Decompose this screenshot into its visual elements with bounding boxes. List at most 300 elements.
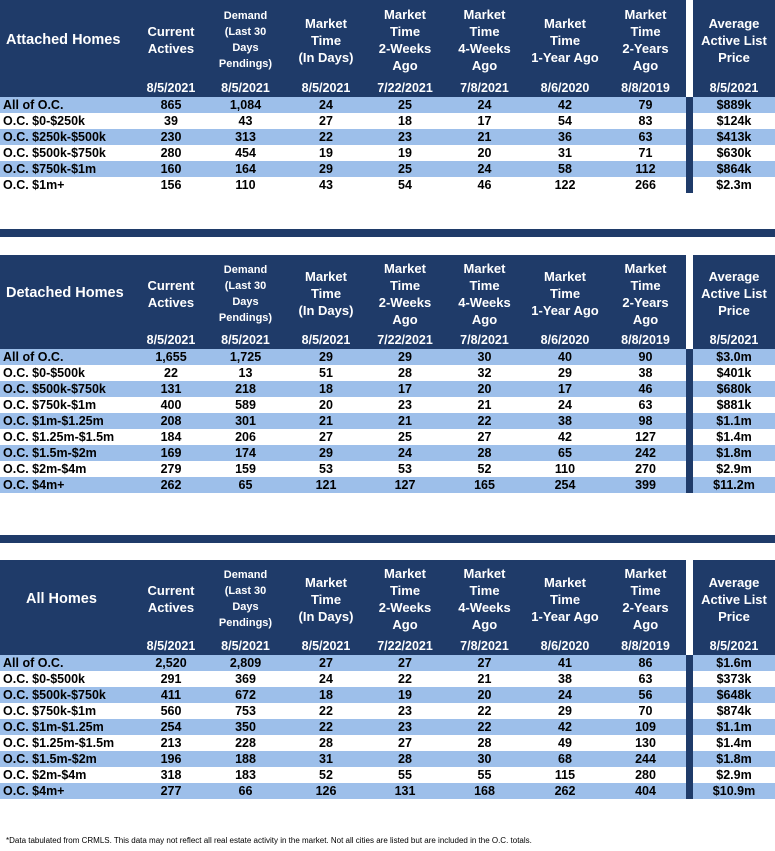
header-gap	[686, 560, 693, 638]
data-cell: 165	[444, 477, 525, 493]
table-row	[0, 767, 775, 783]
data-cell: 29	[286, 161, 366, 177]
date-cell: 8/5/2021	[137, 80, 205, 97]
separator-bar	[686, 129, 693, 145]
data-cell: 83	[605, 113, 686, 129]
date-gap	[686, 80, 693, 97]
attached-homes-table	[0, 0, 775, 193]
data-cell: 262	[525, 783, 605, 799]
separator-bar	[686, 161, 693, 177]
data-cell: 13	[205, 365, 286, 381]
data-cell: 183	[205, 767, 286, 783]
data-cell: 156	[137, 177, 205, 193]
header-four-weeks: Market Time 4-Weeks Ago	[444, 255, 525, 332]
section-divider	[0, 229, 775, 237]
price-cell: $10.9m	[693, 783, 775, 799]
data-cell: 28	[444, 445, 525, 461]
header-current-actives: Current Actives	[137, 255, 205, 332]
data-cell: 313	[205, 129, 286, 145]
data-cell: 291	[137, 671, 205, 687]
price-cell: $630k	[693, 145, 775, 161]
data-cell: 54	[366, 177, 444, 193]
header-current-actives: Current Actives	[137, 0, 205, 80]
row-label: All of O.C.	[0, 655, 137, 671]
price-cell: $680k	[693, 381, 775, 397]
date-cell: 7/22/2021	[366, 332, 444, 349]
separator-bar	[686, 751, 693, 767]
data-cell: 65	[525, 445, 605, 461]
header-avg-price: Average Active List Price	[693, 560, 775, 638]
data-cell: 127	[605, 429, 686, 445]
data-cell: 27	[286, 655, 366, 671]
data-cell: 43	[286, 177, 366, 193]
separator-bar	[686, 429, 693, 445]
date-cell: 8/5/2021	[286, 332, 366, 349]
data-cell: 46	[444, 177, 525, 193]
data-cell: 40	[525, 349, 605, 365]
separator-bar	[686, 381, 693, 397]
column-separator	[686, 687, 693, 703]
data-cell: 411	[137, 687, 205, 703]
all-homes-table	[0, 560, 775, 799]
data-cell: 22	[444, 703, 525, 719]
separator-bar	[686, 671, 693, 687]
data-cell: 121	[286, 477, 366, 493]
data-cell: 18	[286, 687, 366, 703]
data-cell: 22	[286, 129, 366, 145]
data-cell: 22	[286, 703, 366, 719]
price-cell: $1.8m	[693, 751, 775, 767]
data-cell: 58	[525, 161, 605, 177]
separator-bar	[686, 767, 693, 783]
data-cell: 79	[605, 97, 686, 113]
detached-homes-section	[0, 255, 775, 493]
column-separator	[686, 719, 693, 735]
data-cell: 24	[444, 97, 525, 113]
data-cell: 27	[286, 113, 366, 129]
header-gap	[686, 0, 693, 80]
column-separator	[686, 767, 693, 783]
data-cell: 29	[366, 349, 444, 365]
data-cell: 25	[366, 97, 444, 113]
data-cell: 51	[286, 365, 366, 381]
table-row	[0, 703, 775, 719]
data-cell: 27	[286, 429, 366, 445]
separator-bar	[686, 719, 693, 735]
separator-bar	[686, 783, 693, 799]
data-cell: 29	[525, 703, 605, 719]
date-blank	[0, 332, 137, 349]
data-cell: 25	[366, 161, 444, 177]
table-row	[0, 97, 775, 113]
data-cell: 230	[137, 129, 205, 145]
row-label: O.C. $1m+	[0, 177, 137, 193]
data-cell: 30	[444, 349, 525, 365]
data-cell: 301	[205, 413, 286, 429]
data-cell: 27	[444, 429, 525, 445]
data-cell: 29	[286, 349, 366, 365]
data-cell: 98	[605, 413, 686, 429]
data-cell: 21	[286, 413, 366, 429]
data-cell: 27	[366, 735, 444, 751]
data-cell: 24	[286, 671, 366, 687]
data-cell: 65	[205, 477, 286, 493]
table-row	[0, 145, 775, 161]
data-cell: 19	[366, 145, 444, 161]
data-cell: 270	[605, 461, 686, 477]
header-two-years: Market Time 2-Years Ago	[605, 0, 686, 80]
price-cell: $864k	[693, 161, 775, 177]
table-title: All Homes	[0, 560, 137, 638]
data-cell: 21	[444, 671, 525, 687]
data-cell: 18	[286, 381, 366, 397]
header-demand: Demand (Last 30 Days Pendings)	[205, 255, 286, 332]
data-cell: 19	[366, 687, 444, 703]
column-separator	[686, 97, 693, 113]
data-cell: 21	[444, 129, 525, 145]
data-cell: 169	[137, 445, 205, 461]
date-gap	[686, 638, 693, 655]
data-cell: 24	[286, 97, 366, 113]
data-cell: 399	[605, 477, 686, 493]
column-separator	[686, 113, 693, 129]
column-separator	[686, 129, 693, 145]
date-blank	[0, 80, 137, 97]
date-cell: 8/5/2021	[137, 332, 205, 349]
price-cell: $413k	[693, 129, 775, 145]
data-cell: 71	[605, 145, 686, 161]
date-cell: 8/5/2021	[693, 80, 775, 97]
data-cell: 53	[366, 461, 444, 477]
row-label: O.C. $0-$500k	[0, 365, 137, 381]
date-cell: 8/6/2020	[525, 332, 605, 349]
data-cell: 28	[286, 735, 366, 751]
separator-bar	[686, 145, 693, 161]
data-cell: 589	[205, 397, 286, 413]
price-cell: $1.1m	[693, 719, 775, 735]
data-cell: 560	[137, 703, 205, 719]
separator-bar	[686, 703, 693, 719]
date-cell: 7/22/2021	[366, 638, 444, 655]
table-row	[0, 397, 775, 413]
column-separator	[686, 397, 693, 413]
data-cell: 41	[525, 655, 605, 671]
data-cell: 1,084	[205, 97, 286, 113]
header-two-weeks: Market Time 2-Weeks Ago	[366, 0, 444, 80]
data-cell: 90	[605, 349, 686, 365]
data-cell: 20	[444, 381, 525, 397]
header-avg-price: Average Active List Price	[693, 255, 775, 332]
data-cell: 17	[366, 381, 444, 397]
separator-bar	[686, 477, 693, 493]
data-cell: 42	[525, 719, 605, 735]
data-cell: 52	[444, 461, 525, 477]
row-label: O.C. $750k-$1m	[0, 161, 137, 177]
price-cell: $889k	[693, 97, 775, 113]
row-label: O.C. $750k-$1m	[0, 397, 137, 413]
date-cell: 8/5/2021	[137, 638, 205, 655]
price-cell: $2.9m	[693, 461, 775, 477]
data-cell: 280	[137, 145, 205, 161]
data-cell: 127	[366, 477, 444, 493]
data-cell: 126	[286, 783, 366, 799]
data-cell: 28	[366, 365, 444, 381]
separator-bar	[686, 97, 693, 113]
data-cell: 244	[605, 751, 686, 767]
data-cell: 22	[286, 719, 366, 735]
row-label: O.C. $1.25m-$1.5m	[0, 429, 137, 445]
column-separator	[686, 735, 693, 751]
separator-bar	[686, 655, 693, 671]
row-label: O.C. $0-$250k	[0, 113, 137, 129]
data-cell: 19	[286, 145, 366, 161]
date-cell: 8/6/2020	[525, 80, 605, 97]
table-row	[0, 719, 775, 735]
data-cell: 318	[137, 767, 205, 783]
data-cell: 130	[605, 735, 686, 751]
row-label: O.C. $1.5m-$2m	[0, 445, 137, 461]
header-two-weeks: Market Time 2-Weeks Ago	[366, 255, 444, 332]
header-current-actives: Current Actives	[137, 560, 205, 638]
date-cell: 8/6/2020	[525, 638, 605, 655]
header-market-time: Market Time (In Days)	[286, 560, 366, 638]
data-cell: 2,809	[205, 655, 286, 671]
data-cell: 49	[525, 735, 605, 751]
table-row	[0, 381, 775, 397]
date-cell: 8/5/2021	[693, 332, 775, 349]
data-cell: 228	[205, 735, 286, 751]
data-cell: 279	[137, 461, 205, 477]
separator-bar	[686, 349, 693, 365]
header-one-year: Market Time 1-Year Ago	[525, 255, 605, 332]
separator-bar	[686, 413, 693, 429]
column-separator	[686, 783, 693, 799]
data-cell: 110	[205, 177, 286, 193]
data-cell: 27	[366, 655, 444, 671]
header-two-weeks: Market Time 2-Weeks Ago	[366, 560, 444, 638]
data-cell: 54	[525, 113, 605, 129]
data-cell: 131	[137, 381, 205, 397]
data-cell: 23	[366, 703, 444, 719]
row-label: O.C. $0-$500k	[0, 671, 137, 687]
header-demand: Demand (Last 30 Days Pendings)	[205, 560, 286, 638]
column-separator	[686, 381, 693, 397]
table-row	[0, 365, 775, 381]
date-cell: 8/5/2021	[205, 332, 286, 349]
data-cell: 23	[366, 719, 444, 735]
data-cell: 159	[205, 461, 286, 477]
data-cell: 672	[205, 687, 286, 703]
column-separator	[686, 413, 693, 429]
row-label: O.C. $1.25m-$1.5m	[0, 735, 137, 751]
column-separator	[686, 145, 693, 161]
header-four-weeks: Market Time 4-Weeks Ago	[444, 560, 525, 638]
data-cell: 56	[605, 687, 686, 703]
table-row	[0, 161, 775, 177]
data-cell: 188	[205, 751, 286, 767]
data-cell: 174	[205, 445, 286, 461]
date-cell: 8/8/2019	[605, 80, 686, 97]
data-cell: 39	[137, 113, 205, 129]
data-cell: 20	[286, 397, 366, 413]
data-cell: 32	[444, 365, 525, 381]
data-cell: 63	[605, 397, 686, 413]
separator-bar	[686, 461, 693, 477]
price-cell: $2.9m	[693, 767, 775, 783]
row-label: All of O.C.	[0, 349, 137, 365]
date-cell: 7/22/2021	[366, 80, 444, 97]
detached-homes-table	[0, 255, 775, 493]
date-gap	[686, 332, 693, 349]
data-cell: 2,520	[137, 655, 205, 671]
row-label: O.C. $500k-$750k	[0, 145, 137, 161]
row-label: O.C. $500k-$750k	[0, 381, 137, 397]
price-cell: $11.2m	[693, 477, 775, 493]
data-cell: 22	[444, 719, 525, 735]
row-label: O.C. $500k-$750k	[0, 687, 137, 703]
table-row	[0, 113, 775, 129]
column-separator	[686, 477, 693, 493]
price-cell: $1.4m	[693, 429, 775, 445]
table-row	[0, 129, 775, 145]
data-cell: 20	[444, 145, 525, 161]
table-row	[0, 655, 775, 671]
table-row	[0, 783, 775, 799]
data-cell: 400	[137, 397, 205, 413]
footnote: *Data tabulated from CRMLS. This data may not reflect all real estate activity in the market. Not all cities are listed but are included in the O.C. totals.	[6, 836, 532, 845]
table-row	[0, 177, 775, 193]
data-cell: 22	[444, 413, 525, 429]
data-cell: 218	[205, 381, 286, 397]
separator-bar	[686, 445, 693, 461]
data-cell: 23	[366, 129, 444, 145]
data-cell: 160	[137, 161, 205, 177]
header-market-time: Market Time (In Days)	[286, 255, 366, 332]
price-cell: $1.6m	[693, 655, 775, 671]
data-cell: 24	[444, 161, 525, 177]
date-cell: 8/5/2021	[286, 638, 366, 655]
data-cell: 38	[605, 365, 686, 381]
row-label: O.C. $1m-$1.25m	[0, 719, 137, 735]
data-cell: 38	[525, 671, 605, 687]
data-cell: 454	[205, 145, 286, 161]
table-row	[0, 687, 775, 703]
data-cell: 53	[286, 461, 366, 477]
data-cell: 31	[286, 751, 366, 767]
data-cell: 17	[444, 113, 525, 129]
data-cell: 753	[205, 703, 286, 719]
data-cell: 350	[205, 719, 286, 735]
all-homes-section	[0, 560, 775, 799]
column-separator	[686, 161, 693, 177]
date-cell: 7/8/2021	[444, 638, 525, 655]
data-cell: 86	[605, 655, 686, 671]
column-separator	[686, 703, 693, 719]
data-cell: 29	[286, 445, 366, 461]
data-cell: 112	[605, 161, 686, 177]
price-cell: $2.3m	[693, 177, 775, 193]
header-demand: Demand (Last 30 Days Pendings)	[205, 0, 286, 80]
header-one-year: Market Time 1-Year Ago	[525, 560, 605, 638]
data-cell: 63	[605, 129, 686, 145]
column-separator	[686, 671, 693, 687]
table-row	[0, 349, 775, 365]
data-cell: 42	[525, 429, 605, 445]
data-cell: 115	[525, 767, 605, 783]
data-cell: 28	[444, 735, 525, 751]
header-four-weeks: Market Time 4-Weeks Ago	[444, 0, 525, 80]
data-cell: 24	[525, 397, 605, 413]
data-cell: 164	[205, 161, 286, 177]
data-cell: 29	[525, 365, 605, 381]
price-cell: $881k	[693, 397, 775, 413]
date-cell: 8/5/2021	[205, 638, 286, 655]
data-cell: 30	[444, 751, 525, 767]
row-label: O.C. $750k-$1m	[0, 703, 137, 719]
data-cell: 25	[366, 429, 444, 445]
header-two-years: Market Time 2-Years Ago	[605, 255, 686, 332]
data-cell: 36	[525, 129, 605, 145]
price-cell: $1.1m	[693, 413, 775, 429]
data-cell: 206	[205, 429, 286, 445]
row-label: O.C. $2m-$4m	[0, 461, 137, 477]
row-label: All of O.C.	[0, 97, 137, 113]
data-cell: 213	[137, 735, 205, 751]
separator-bar	[686, 735, 693, 751]
data-cell: 38	[525, 413, 605, 429]
attached-homes-section	[0, 0, 775, 193]
data-cell: 266	[605, 177, 686, 193]
column-separator	[686, 365, 693, 381]
date-cell: 8/5/2021	[286, 80, 366, 97]
column-separator	[686, 445, 693, 461]
data-cell: 404	[605, 783, 686, 799]
row-label: O.C. $4m+	[0, 783, 137, 799]
row-label: O.C. $2m-$4m	[0, 767, 137, 783]
data-cell: 17	[525, 381, 605, 397]
data-cell: 55	[444, 767, 525, 783]
data-cell: 865	[137, 97, 205, 113]
price-cell: $3.0m	[693, 349, 775, 365]
separator-bar	[686, 687, 693, 703]
data-cell: 280	[605, 767, 686, 783]
data-cell: 21	[444, 397, 525, 413]
price-cell: $648k	[693, 687, 775, 703]
row-label: O.C. $1m-$1.25m	[0, 413, 137, 429]
table-row	[0, 429, 775, 445]
data-cell: 42	[525, 97, 605, 113]
separator-bar	[686, 177, 693, 193]
column-separator	[686, 461, 693, 477]
data-cell: 110	[525, 461, 605, 477]
date-cell: 8/5/2021	[205, 80, 286, 97]
separator-bar	[686, 113, 693, 129]
table-title: Detached Homes	[0, 255, 137, 332]
data-cell: 43	[205, 113, 286, 129]
data-cell: 28	[366, 751, 444, 767]
separator-bar	[686, 365, 693, 381]
date-cell: 8/5/2021	[693, 638, 775, 655]
data-cell: 131	[366, 783, 444, 799]
table-title: Attached Homes	[0, 0, 137, 80]
column-separator	[686, 349, 693, 365]
data-cell: 208	[137, 413, 205, 429]
table-row	[0, 477, 775, 493]
data-cell: 24	[525, 687, 605, 703]
price-cell: $874k	[693, 703, 775, 719]
data-cell: 1,655	[137, 349, 205, 365]
price-cell: $1.4m	[693, 735, 775, 751]
